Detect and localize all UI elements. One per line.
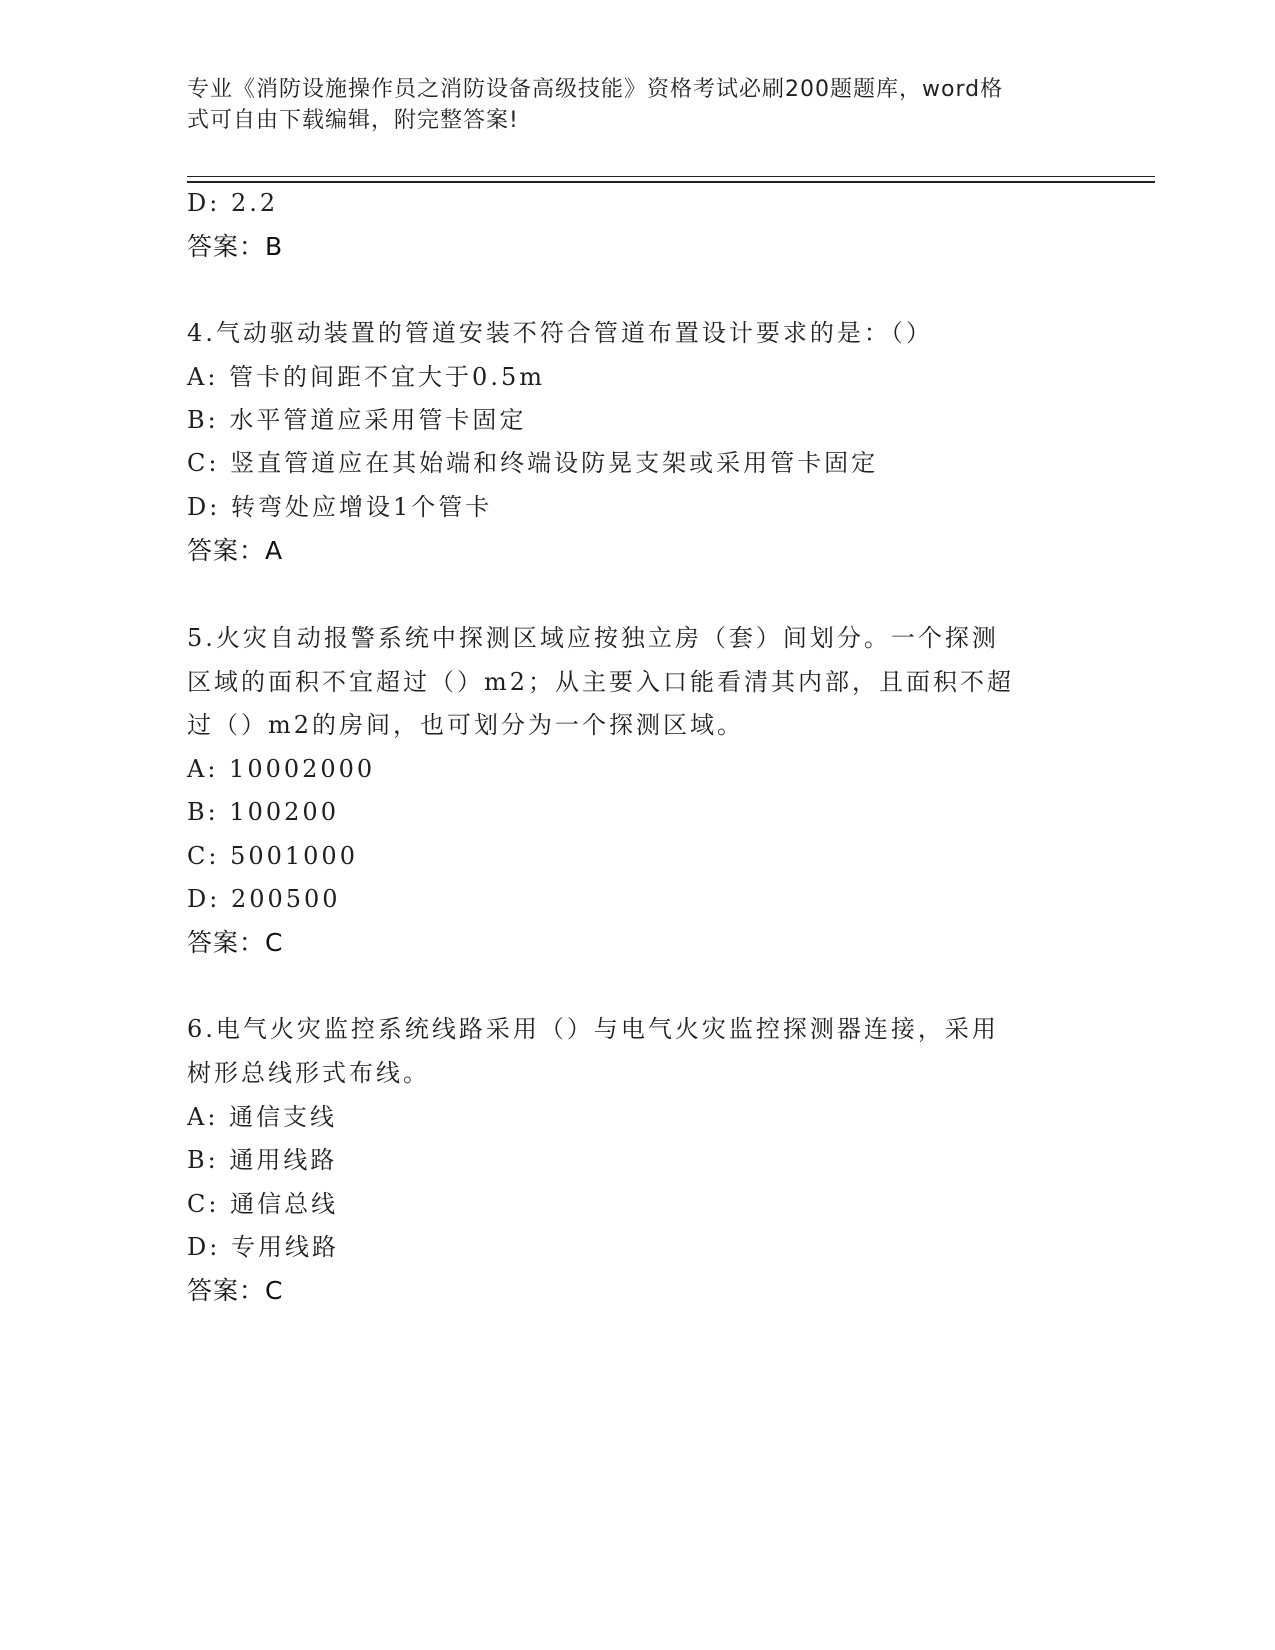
q4-option-c: C: 竖直管道应在其始端和终端设防晃支架或采用管卡固定 <box>187 449 879 477</box>
q5-option-d: D: 200500 <box>187 885 341 913</box>
q5-stem-line-1: 5.火灾自动报警系统中探测区域应按独立房（套）间划分。一个探测 <box>187 624 999 652</box>
q6-stem-line-1: 6.电气火灾监控系统线路采用（）与电气火灾监控探测器连接，采用 <box>187 1015 999 1043</box>
q5-answer: 答案：C <box>187 928 284 957</box>
q6-option-c: C: 通信总线 <box>187 1190 339 1218</box>
q5-option-c: C: 5001000 <box>187 842 358 870</box>
header-line-2: 式可自由下载编辑，附完整答案! <box>187 108 519 133</box>
q5-stem-line-2: 区域的面积不宜超过（）m2；从主要入口能看清其内部，且面积不超 <box>187 668 1015 696</box>
q5-option-b: B: 100200 <box>187 798 339 826</box>
q4-option-a: A: 管卡的间距不宜大于0.5m <box>187 363 545 391</box>
q5-option-a: A: 10002000 <box>187 755 376 783</box>
q4-option-d: D: 转弯处应增设1个管卡 <box>187 493 493 521</box>
prev-question-answer: 答案：B <box>187 232 284 261</box>
q5-stem-line-3: 过（）m2的房间，也可划分为一个探测区域。 <box>187 711 745 739</box>
q6-stem-line-2: 树形总线形式布线。 <box>187 1059 430 1087</box>
page-header <box>187 74 1067 136</box>
prev-question-option-d: D: 2.2 <box>187 189 279 217</box>
q4-stem: 4.气动驱动装置的管道安装不符合管道布置设计要求的是：（） <box>187 319 933 347</box>
header-divider-thin <box>187 176 1155 177</box>
header-line-1: 专业《消防设施操作员之消防设备高级技能》资格考试必刷200题题库，word格 <box>187 77 1004 102</box>
header-divider-thick <box>187 181 1155 183</box>
q6-answer: 答案：C <box>187 1276 284 1305</box>
q6-option-a: A: 通信支线 <box>187 1103 338 1131</box>
q4-answer: 答案：A <box>187 536 284 565</box>
q6-option-d: D: 专用线路 <box>187 1233 339 1261</box>
q4-option-b: B: 水平管道应采用管卡固定 <box>187 406 527 434</box>
q6-option-b: B: 通用线路 <box>187 1146 338 1174</box>
